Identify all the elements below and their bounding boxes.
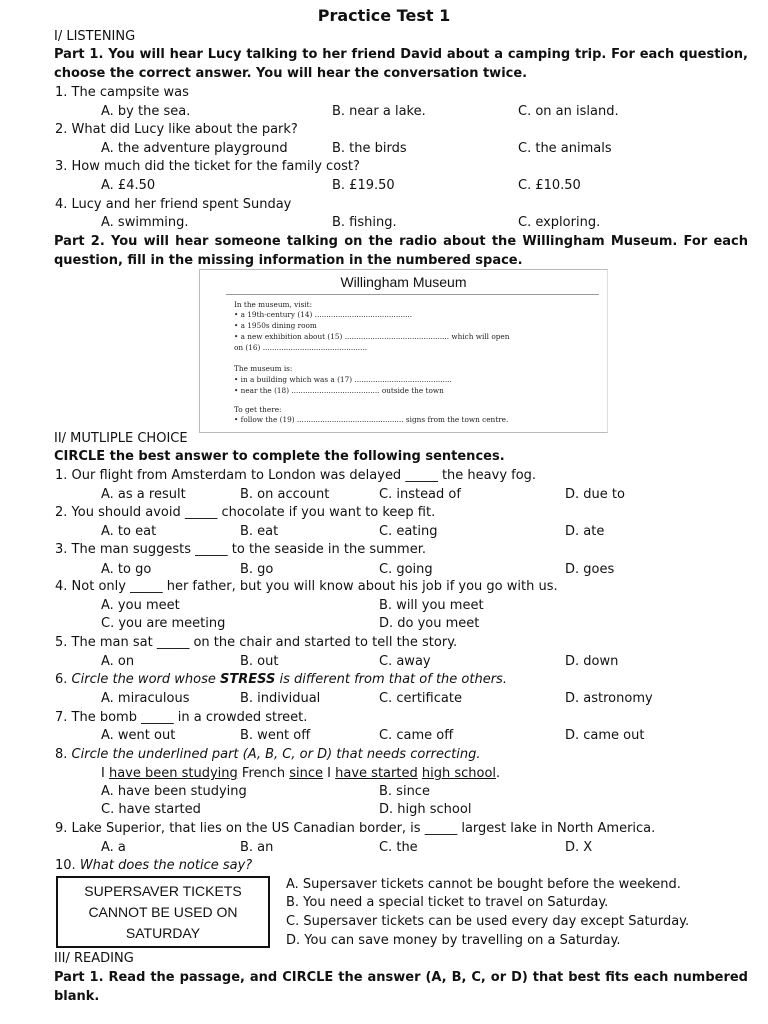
question-text: 5. The man sat _____ on the chair and started to tell the story.: [55, 635, 458, 650]
option-b[interactable]: B. an: [240, 840, 274, 855]
reading-part1-instruction: Part 1. Read the passage, and CIRCLE the answer (A, B, C, or D) that best fits each numbered blank.: [54, 970, 748, 1004]
museum-line: on (16) .............................................: [234, 343, 368, 352]
option-d[interactable]: D. do you meet: [379, 616, 480, 631]
section-heading-reading: III/ READING: [54, 951, 134, 966]
question-instruction: Circle the underlined part (A, B, C, or D) that needs correcting.: [71, 747, 481, 762]
option-d[interactable]: D. goes: [565, 562, 615, 577]
museum-line: • in a building which was a (17) ..........................................: [234, 375, 452, 384]
question-text: 3. The man suggests _____ to the seaside in the summer.: [55, 542, 426, 557]
stress-keyword: STRESS: [219, 672, 276, 687]
question-instruction: What does the notice say?: [79, 858, 253, 873]
question-text: 4. Not only _____ her father, but you will know about his job if you go with us.: [55, 579, 558, 594]
question-number: 10.: [55, 858, 76, 873]
option-b[interactable]: B. fishing.: [332, 215, 397, 230]
option-b[interactable]: B. individual: [240, 691, 321, 706]
museum-line: The museum is:: [234, 364, 293, 373]
underlined-part-b[interactable]: since: [289, 766, 324, 781]
question-text: [55, 671, 507, 689]
section-heading-multiple-choice: II/ MUTLIPLE CHOICE: [54, 431, 188, 446]
underlined-part-c[interactable]: have started: [335, 766, 418, 781]
option-a[interactable]: A. as a result: [101, 487, 186, 502]
museum-line: • near the (18) ...................................... outside the town: [234, 386, 444, 395]
question-text: [55, 857, 252, 875]
option-c[interactable]: C. the: [379, 840, 418, 855]
question-text: 2. You should avoid _____ chocolate if you want to keep fit.: [55, 505, 436, 520]
option-c[interactable]: C. on an island.: [518, 104, 619, 119]
notice-box: [56, 876, 270, 948]
museum-notes-figure: [199, 269, 608, 433]
underlined-part-a[interactable]: have been studying: [108, 766, 238, 781]
option-b[interactable]: B. went off: [240, 728, 311, 743]
question-text: 2. What did Lucy like about the park?: [55, 122, 298, 137]
notice-line: SUPERSAVER TICKETS: [84, 882, 242, 899]
option-d[interactable]: D. down: [565, 654, 619, 669]
option-a[interactable]: A. a: [101, 840, 126, 855]
mc-instruction: CIRCLE the best answer to complete the following sentences.: [54, 449, 505, 464]
question-number: 8.: [55, 747, 68, 762]
listening-part2-instruction: Part 2. You will hear someone talking on the radio about the Willingham Museum. For each question, fill in the missing information in the numbered space.: [54, 234, 748, 268]
option-a[interactable]: A. went out: [101, 728, 176, 743]
option-a[interactable]: A. miraculous: [101, 691, 190, 706]
option-a[interactable]: A. to go: [101, 562, 152, 577]
option-b[interactable]: B. You need a special ticket to travel on Saturday.: [286, 895, 609, 910]
option-b[interactable]: B. go: [240, 562, 274, 577]
option-c[interactable]: C. away: [379, 654, 431, 669]
option-a[interactable]: A. have been studying: [101, 784, 247, 799]
question-text: 3. How much did the ticket for the family cost?: [55, 159, 360, 174]
notice-line: SATURDAY: [125, 924, 201, 941]
option-c[interactable]: C. instead of: [379, 487, 461, 502]
option-a[interactable]: A. swimming.: [101, 215, 189, 230]
museum-line: • a 19th-century (14) ..........................................: [234, 310, 413, 319]
option-a[interactable]: A. by the sea.: [101, 104, 191, 119]
museum-line: To get there:: [234, 405, 282, 414]
option-c[interactable]: C. Supersaver tickets can be used every day except Saturday.: [286, 914, 690, 929]
option-a[interactable]: A. on: [101, 654, 135, 669]
museum-line: • a 1950s dining room: [234, 321, 317, 330]
option-d[interactable]: D. came out: [565, 728, 645, 743]
page-title: Practice Test 1: [317, 6, 451, 25]
option-d[interactable]: D. astronomy: [565, 691, 653, 706]
option-c[interactable]: C. have started: [101, 802, 201, 817]
option-c[interactable]: C. exploring.: [518, 215, 601, 230]
option-c[interactable]: C. certificate: [379, 691, 462, 706]
underlined-part-d[interactable]: high school: [421, 766, 497, 781]
option-c[interactable]: C. going: [379, 562, 433, 577]
museum-line: • follow the (19) .............................................. signs from the town centre.: [234, 415, 509, 424]
option-b[interactable]: B. the birds: [332, 141, 407, 156]
option-b[interactable]: B. on account: [240, 487, 330, 502]
listening-part1-instruction: Part 1. You will hear Lucy talking to her friend David about a camping trip. For each question, choose the correct answer. You will hear the conversation twice.: [54, 47, 748, 81]
question-instruction: is different from that of the others.: [275, 672, 507, 687]
option-c[interactable]: C. the animals: [518, 141, 612, 156]
option-d[interactable]: D. ate: [565, 524, 605, 539]
option-a[interactable]: A. you meet: [101, 598, 180, 613]
question-instruction: Circle the word whose: [71, 672, 220, 687]
question-text: 1. The campsite was: [55, 85, 189, 100]
museum-title: Willingham Museum: [340, 274, 467, 290]
option-c[interactable]: C. came off: [379, 728, 454, 743]
option-a[interactable]: A. to eat: [101, 524, 157, 539]
option-d[interactable]: D. due to: [565, 487, 625, 502]
museum-line: • a new exhibition about (15) ............................................. which will open: [234, 332, 510, 341]
option-a[interactable]: A. the adventure playground: [101, 141, 288, 156]
option-b[interactable]: B. out: [240, 654, 279, 669]
question-number: 6.: [55, 672, 68, 687]
option-c[interactable]: C. you are meeting: [101, 616, 226, 631]
question-text: 9. Lake Superior, that lies on the US Canadian border, is _____ largest lake in North America.: [55, 821, 656, 836]
question-text: 7. The bomb _____ in a crowded street.: [55, 710, 308, 725]
divider: [226, 294, 599, 295]
option-c[interactable]: C. £10.50: [518, 178, 581, 193]
option-d[interactable]: D. X: [565, 840, 593, 855]
option-b[interactable]: B. near a lake.: [332, 104, 426, 119]
option-d[interactable]: D. high school: [379, 802, 472, 817]
notice-line: CANNOT BE USED ON: [88, 903, 238, 920]
option-d[interactable]: D. You can save money by travelling on a Saturday.: [286, 933, 621, 948]
option-b[interactable]: B. eat: [240, 524, 279, 539]
option-c[interactable]: C. eating: [379, 524, 438, 539]
option-a[interactable]: A. £4.50: [101, 178, 156, 193]
error-sentence: I have been studying French since I have started high school.: [101, 766, 501, 781]
option-a[interactable]: A. Supersaver tickets cannot be bought before the weekend.: [286, 877, 681, 892]
question-text: 4. Lucy and her friend spent Sunday: [55, 197, 292, 212]
question-text: 1. Our flight from Amsterdam to London was delayed _____ the heavy fog.: [55, 468, 537, 483]
section-heading-listening: I/ LISTENING: [54, 29, 136, 44]
museum-line: In the museum, visit:: [234, 300, 313, 309]
option-b[interactable]: B. £19.50: [332, 178, 395, 193]
question-text: [55, 746, 480, 764]
option-b[interactable]: B. since: [379, 784, 430, 799]
option-b[interactable]: B. will you meet: [379, 598, 484, 613]
